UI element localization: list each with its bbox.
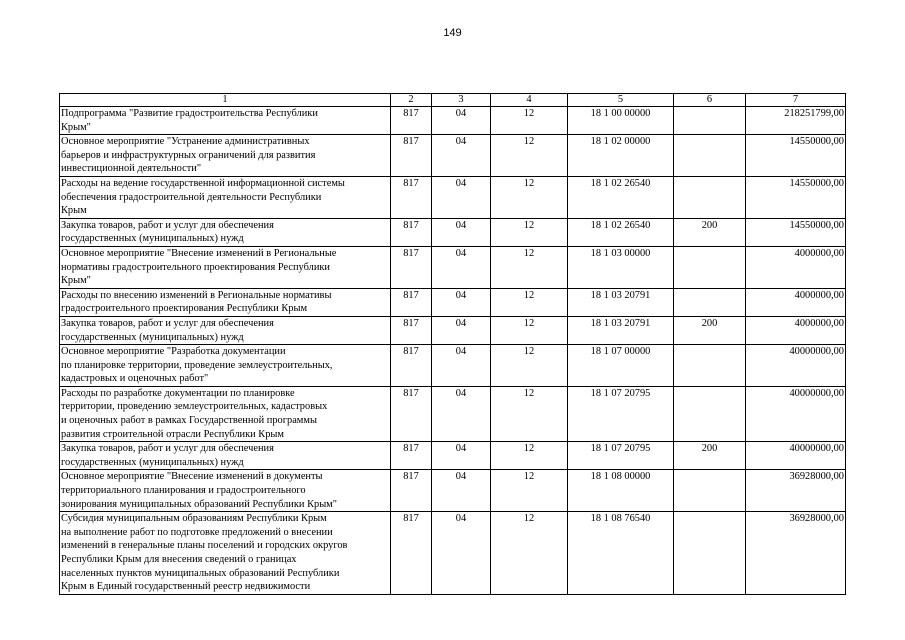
row-subsection-cell: 12 (491, 176, 568, 218)
row-subsection-cell: 12 (491, 107, 568, 135)
table-row (60, 246, 846, 288)
row-target-article-cell: 18 1 07 00000 (568, 345, 674, 387)
table-row (60, 345, 846, 387)
row-admin-code-cell: 817 (391, 107, 432, 135)
row-admin-code-cell: 817 (391, 218, 432, 246)
row-subsection-cell: 12 (491, 345, 568, 387)
row-subsection-cell: 12 (491, 442, 568, 470)
row-section-cell: 04 (432, 470, 491, 512)
page-number: 149 (443, 27, 462, 39)
row-amount-cell: 40000000,00 (746, 345, 846, 387)
row-section-cell: 04 (432, 442, 491, 470)
table-row (60, 386, 846, 441)
row-admin-code-cell: 817 (391, 176, 432, 218)
row-name-cell: Основное мероприятие "Устранение административных барьеров и инфраструктурных ограничений для развития инвестиционной деятельности" (60, 135, 391, 177)
table-header (60, 94, 846, 107)
table-row (60, 470, 846, 512)
row-amount-cell: 4000000,00 (746, 246, 846, 288)
row-target-article-cell: 18 1 08 76540 (568, 512, 674, 595)
row-expense-type-cell (674, 107, 746, 135)
row-expense-type-cell (674, 470, 746, 512)
row-subsection-cell: 12 (491, 246, 568, 288)
row-subsection-cell: 12 (491, 316, 568, 344)
row-target-article-cell: 18 1 07 20795 (568, 386, 674, 441)
row-subsection-cell: 12 (491, 288, 568, 316)
table-body (60, 107, 846, 595)
row-expense-type-cell (674, 288, 746, 316)
header-cell-5: 5 (568, 94, 674, 107)
row-subsection-cell: 12 (491, 386, 568, 441)
table-row (60, 512, 846, 595)
row-target-article-cell: 18 1 02 26540 (568, 218, 674, 246)
row-name-cell: Расходы по разработке документации по планировке территории, проведению землеустроительных, кадастровых и оценочных работ в рамках Государственной программы развития строительной отрасли Республики Крым (60, 386, 391, 441)
row-section-cell: 04 (432, 512, 491, 595)
budget-table (59, 93, 846, 595)
header-cell-7: 7 (746, 94, 846, 107)
row-section-cell: 04 (432, 386, 491, 441)
row-section-cell: 04 (432, 288, 491, 316)
row-admin-code-cell: 817 (391, 386, 432, 441)
header-cell-4: 4 (491, 94, 568, 107)
row-target-article-cell: 18 1 07 20795 (568, 442, 674, 470)
row-admin-code-cell: 817 (391, 316, 432, 344)
row-name-cell: Основное мероприятие "Внесение изменений в Региональные нормативы градостроительного проектирования Республики Крым" (60, 246, 391, 288)
row-target-article-cell: 18 1 00 00000 (568, 107, 674, 135)
header-cell-6: 6 (674, 94, 746, 107)
row-section-cell: 04 (432, 218, 491, 246)
row-amount-cell: 4000000,00 (746, 288, 846, 316)
row-target-article-cell: 18 1 02 00000 (568, 135, 674, 177)
row-expense-type-cell (674, 345, 746, 387)
row-admin-code-cell: 817 (391, 135, 432, 177)
row-target-article-cell: 18 1 03 20791 (568, 316, 674, 344)
row-amount-cell: 218251799,00 (746, 107, 846, 135)
table-row (60, 107, 846, 135)
row-subsection-cell: 12 (491, 218, 568, 246)
table-row (60, 176, 846, 218)
row-name-cell: Закупка товаров, работ и услуг для обеспечения государственных (муниципальных) нужд (60, 316, 391, 344)
row-expense-type-cell (674, 246, 746, 288)
row-amount-cell: 14550000,00 (746, 218, 846, 246)
row-subsection-cell: 12 (491, 512, 568, 595)
row-name-cell: Закупка товаров, работ и услуг для обеспечения государственных (муниципальных) нужд (60, 442, 391, 470)
row-expense-type-cell (674, 176, 746, 218)
row-section-cell: 04 (432, 135, 491, 177)
row-name-cell: Основное мероприятие "Разработка документации по планировке территории, проведение землеустроительных, кадастровых и оценочных работ" (60, 345, 391, 387)
row-section-cell: 04 (432, 176, 491, 218)
row-amount-cell: 36928000,00 (746, 512, 846, 595)
row-name-cell: Расходы по внесению изменений в Региональные нормативы градостроительного проектирования Республики Крым (60, 288, 391, 316)
row-section-cell: 04 (432, 246, 491, 288)
row-section-cell: 04 (432, 345, 491, 387)
row-expense-type-cell (674, 386, 746, 441)
row-admin-code-cell: 817 (391, 470, 432, 512)
table-row (60, 135, 846, 177)
row-admin-code-cell: 817 (391, 345, 432, 387)
table-row (60, 218, 846, 246)
row-target-article-cell: 18 1 03 20791 (568, 288, 674, 316)
row-amount-cell: 14550000,00 (746, 176, 846, 218)
row-expense-type-cell: 200 (674, 218, 746, 246)
row-section-cell: 04 (432, 316, 491, 344)
table-row (60, 316, 846, 344)
row-name-cell: Расходы на ведение государственной информационной системы обеспечения градостроительной деятельности Республики Крым (60, 176, 391, 218)
row-name-cell: Подпрограмма "Развитие градостроительства Республики Крым" (60, 107, 391, 135)
header-row (60, 94, 846, 107)
row-name-cell: Основное мероприятие "Внесение изменений в документы территориального планирования и градостроительного зонирования муниципальных образований Республики Крым" (60, 470, 391, 512)
row-expense-type-cell: 200 (674, 316, 746, 344)
header-cell-1: 1 (60, 94, 391, 107)
row-target-article-cell: 18 1 03 00000 (568, 246, 674, 288)
row-amount-cell: 14550000,00 (746, 135, 846, 177)
row-expense-type-cell: 200 (674, 442, 746, 470)
row-target-article-cell: 18 1 08 00000 (568, 470, 674, 512)
row-name-cell: Закупка товаров, работ и услуг для обеспечения государственных (муниципальных) нужд (60, 218, 391, 246)
table-row (60, 288, 846, 316)
row-amount-cell: 36928000,00 (746, 470, 846, 512)
row-admin-code-cell: 817 (391, 512, 432, 595)
row-subsection-cell: 12 (491, 470, 568, 512)
table-row (60, 442, 846, 470)
row-admin-code-cell: 817 (391, 288, 432, 316)
row-amount-cell: 40000000,00 (746, 386, 846, 441)
header-cell-3: 3 (432, 94, 491, 107)
row-section-cell: 04 (432, 107, 491, 135)
row-target-article-cell: 18 1 02 26540 (568, 176, 674, 218)
row-subsection-cell: 12 (491, 135, 568, 177)
row-expense-type-cell (674, 512, 746, 595)
row-admin-code-cell: 817 (391, 246, 432, 288)
row-amount-cell: 40000000,00 (746, 442, 846, 470)
header-cell-2: 2 (391, 94, 432, 107)
row-name-cell: Субсидия муниципальным образованиям Республики Крым на выполнение работ по подготовке предложений о внесении изменений в генеральные планы поселений и городских округов Республики Крым для внесения сведений о границах населенных пунктов муниципальных образований Республики Крым в Единый государственный реестр недвижимости (60, 512, 391, 595)
row-admin-code-cell: 817 (391, 442, 432, 470)
row-amount-cell: 4000000,00 (746, 316, 846, 344)
row-expense-type-cell (674, 135, 746, 177)
